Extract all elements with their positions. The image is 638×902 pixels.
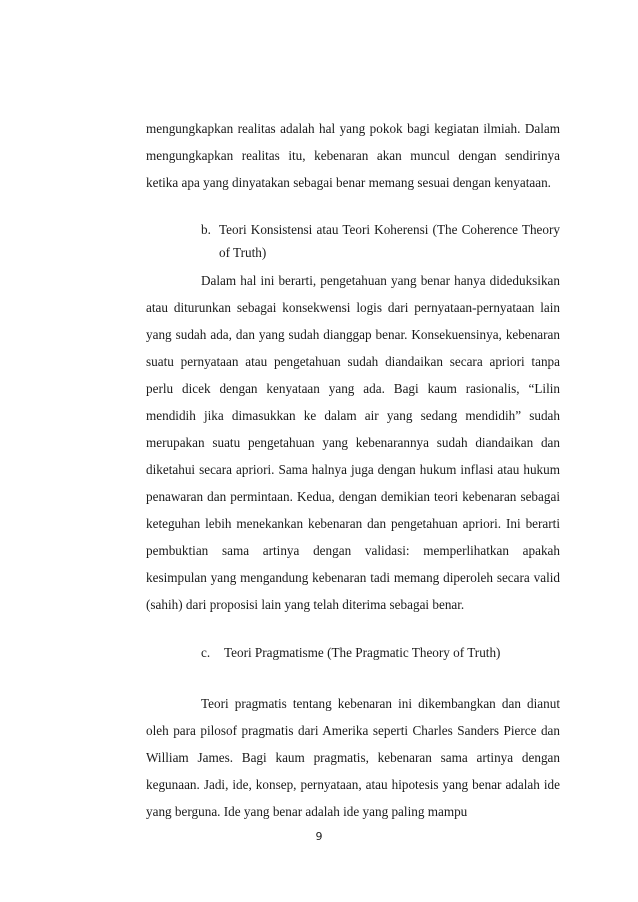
heading-line: of Truth) <box>219 245 267 260</box>
text-line: perlu dicek dengan kenyataan yang ada. Bagi kaum rasionalis, “Lilin <box>146 381 560 396</box>
text-line: diketahui secara apriori. Sama halnya juga dengan hukum inflasi atau hukum <box>146 462 560 477</box>
text-line: pembuktian sama artinya dengan validasi: memperlihatkan apakah <box>146 543 560 558</box>
text-line: keteguhan lebih menekankan kebenaran dan pengetahuan apriori. Ini berarti <box>146 516 560 531</box>
text-line: kegunaan. Jadi, ide, konsep, pernyataan, atau hipotesis yang benar adalah ide <box>146 777 560 792</box>
text-line: Dalam hal ini berarti, pengetahuan yang benar hanya dideduksikan <box>201 273 560 288</box>
text-line: mengungkapkan realitas itu, kebenaran akan muncul dengan sendirinya <box>146 148 560 163</box>
text-line: mengungkapkan realitas adalah hal yang pokok bagi kegiatan ilmiah. Dalam <box>146 121 560 136</box>
text-line: ketika apa yang dinyatakan sebagai benar memang sesuai dengan kenyataan. <box>146 175 551 190</box>
text-line: suatu pernyataan atau pengetahuan sudah diandaikan secara apriori tanpa <box>146 354 560 369</box>
heading-line: Teori Pragmatisme (The Pragmatic Theory of Truth) <box>224 645 501 660</box>
text-line: merupakan suatu pengetahuan yang kebenarannya sudah diandaikan dan <box>146 435 560 450</box>
text-line: atau diturunkan sebagai konsekwensi logis dari pernyataan-pernyataan lain <box>146 300 560 315</box>
section-marker: c. <box>201 645 211 660</box>
text-line: (sahih) dari proposisi lain yang telah diterima sebagai benar. <box>146 597 465 612</box>
text-line: Teori pragmatis tentang kebenaran ini dikembangkan dan dianut <box>201 696 560 711</box>
section-marker: b. <box>201 222 211 237</box>
text-line: penawaran dan permintaan. Kedua, dengan demikian teori kebenaran sebagai <box>146 489 560 504</box>
text-line: kesimpulan yang mengandung kebenaran tadi memang diperoleh secara valid <box>146 570 560 585</box>
text-line: yang berguna. Ide yang benar adalah ide yang paling mampu <box>146 804 468 819</box>
text-line: mendidih jika dimasukkan ke dalam air yang sedang mendidih” sudah <box>146 408 560 423</box>
text-line: oleh para pilosof pragmatis dari Amerika seperti Charles Sanders Pierce dan <box>146 723 560 738</box>
heading-line: Teori Konsistensi atau Teori Koherensi (The Coherence Theory <box>219 222 560 237</box>
page-number: 9 <box>315 830 323 843</box>
text-line: yang sudah ada, dan yang sudah dianggap benar. Konsekuensinya, kebenaran <box>146 327 560 342</box>
text-line: William James. Bagi kaum pragmatis, kebenaran sama artinya dengan <box>146 750 560 765</box>
